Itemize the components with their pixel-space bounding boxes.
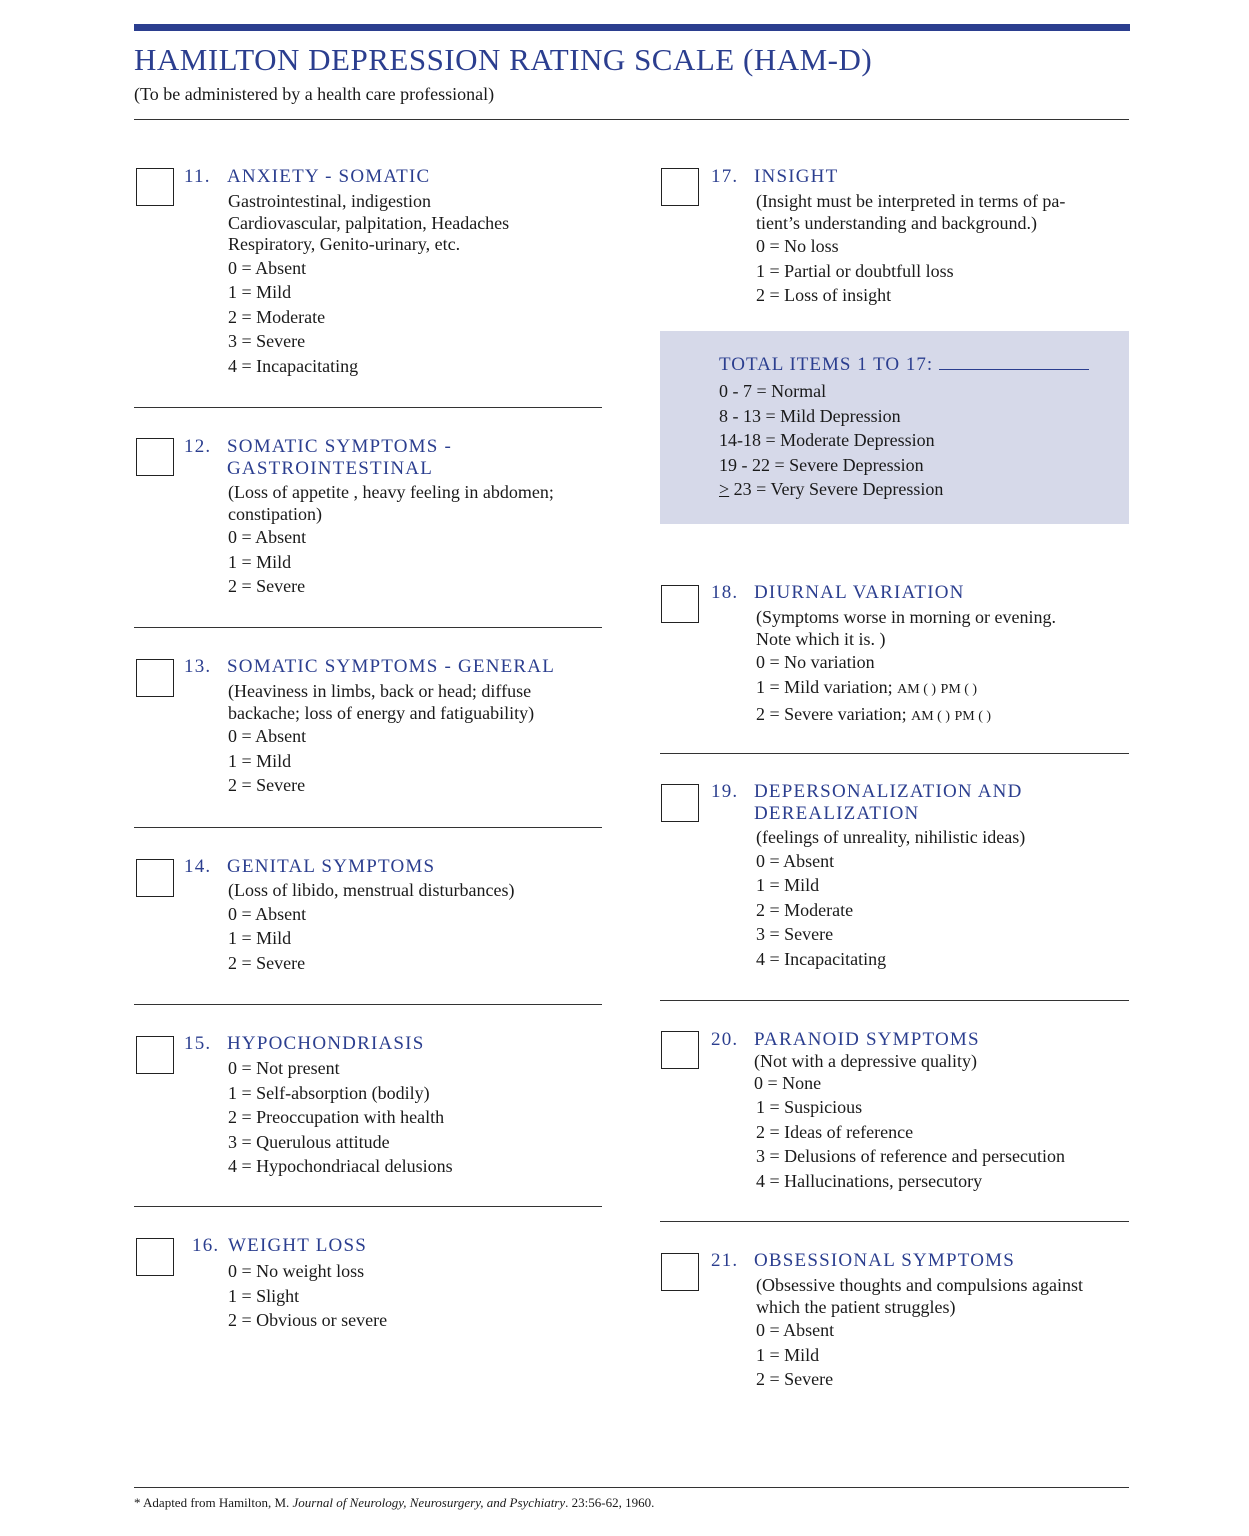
am-severe[interactable]: AM ( )	[911, 709, 950, 724]
item-19-body: (feelings of unreality, nihilistic ideas) 0 = Absent 1 = Mild 2 = Moderate 3 = Severe 4 = Incapacitating	[756, 827, 1026, 969]
item-15-body: 0 = Not present 1 = Self-absorption (bodily) 2 = Preoccupation with health 3 = Querulous attitude 4 = Hypochondriacal delusions	[228, 1058, 453, 1176]
score-box-13[interactable]	[136, 659, 174, 697]
item-16-body: 0 = No weight loss 1 = Slight 2 = Obvious or severe	[228, 1261, 388, 1330]
item-16-heading: 16. WEIGHT LOSS	[192, 1235, 367, 1256]
total-heading: TOTAL ITEMS 1 TO 17:	[719, 354, 1089, 376]
item-15-heading: 15. HYPOCHONDRIASIS	[184, 1033, 425, 1054]
item-20-options: 1 = Suspicious 2 = Ideas of reference 3 = Delusions of reference and persecution 4 = Hallucinations, persecutory	[756, 1097, 1066, 1191]
item-19-heading: 19. DEPERSONALIZATION AND DEREALIZATION	[711, 781, 1023, 824]
score-box-17[interactable]	[661, 168, 699, 206]
divider	[660, 1000, 1129, 1001]
item-21-body: (Obsessive thoughts and compulsions against which the patient struggles) 0 = Absent 1 = Mild 2 = Severe	[756, 1275, 1083, 1389]
divider	[134, 1206, 602, 1207]
item-21-heading: 21. OBSESSIONAL SYMPTOMS	[711, 1250, 1016, 1271]
score-box-18[interactable]	[661, 585, 699, 623]
pm-mild[interactable]: PM ( )	[940, 681, 978, 697]
pm-severe[interactable]: PM ( )	[954, 709, 992, 724]
footnote: * Adapted from Hamilton, M. Journal of Neurology, Neurosurgery, and Psychiatry. 23:56-62, 1960.	[134, 1495, 655, 1510]
score-box-20[interactable]	[661, 1031, 699, 1069]
item-13-heading: 13. SOMATIC SYMPTOMS - GENERAL	[184, 656, 556, 677]
item-11-title: ANXIETY - SOMATIC	[227, 166, 431, 187]
score-box-14[interactable]	[136, 859, 174, 897]
score-box-12[interactable]	[136, 438, 174, 476]
item-20-heading: 20. PARANOID SYMPTOMS	[711, 1029, 980, 1050]
item-11-body: Gastrointestinal, indigestion Cardiovascular, palpitation, Headaches Respiratory, Genito-urinary, etc. 0 = Absent 1 = Mild 2 = Moderate 3 = Severe 4 = Incapacitating	[228, 191, 510, 376]
item-18-body: (Symptoms worse in morning or evening. Note which it is. ) 0 = No variation 1 = Mild variation; AM ( ) PM ( ) 2 = Severe variation; AM ( ) PM ( )	[756, 607, 1056, 724]
total-ranges: 0 - 7 = Normal 8 - 13 = Mild Depression 14-18 = Moderate Depression 19 - 22 = Severe Depression > 23 = Very Severe Depression	[719, 381, 944, 499]
score-box-15[interactable]	[136, 1036, 174, 1074]
total-score-field[interactable]	[939, 355, 1089, 370]
header-divider	[134, 119, 1129, 120]
score-box-19[interactable]	[661, 784, 699, 822]
divider	[134, 627, 602, 628]
divider	[134, 1004, 602, 1005]
item-17-heading: 17. INSIGHT	[711, 166, 839, 187]
divider	[134, 407, 602, 408]
item-17-body: (Insight must be interpreted in terms of pa- tient’s understanding and background.) 0 = No loss 1 = Partial or doubtfull loss 2 = Loss of insight	[756, 191, 1066, 305]
divider	[660, 753, 1129, 754]
item-20-body: (Not with a depressive quality) 0 = None	[754, 1051, 977, 1093]
divider	[134, 827, 602, 828]
divider	[660, 1221, 1129, 1222]
item-11-heading: 11. ANXIETY - SOMATIC	[184, 166, 431, 187]
footer-divider	[134, 1487, 1129, 1488]
page-subtitle: (To be administered by a health care professional)	[134, 84, 495, 104]
item-14-body: (Loss of libido, menstrual disturbances) 0 = Absent 1 = Mild 2 = Severe	[228, 880, 515, 973]
score-box-21[interactable]	[661, 1253, 699, 1291]
score-box-16[interactable]	[136, 1238, 174, 1276]
item-12-heading: 12. SOMATIC SYMPTOMS - GASTROINTESTINAL	[184, 436, 453, 479]
score-box-11[interactable]	[136, 168, 174, 206]
item-12-body: (Loss of appetite , heavy feeling in abdomen; constipation) 0 = Absent 1 = Mild 2 = Severe	[228, 482, 554, 596]
item-13-body: (Heaviness in limbs, back or head; diffuse backache; loss of energy and fatiguability) 0 = Absent 1 = Mild 2 = Severe	[228, 681, 535, 795]
item-14-heading: 14. GENITAL SYMPTOMS	[184, 856, 436, 877]
page-title: HAMILTON DEPRESSION RATING SCALE (HAM-D)	[134, 42, 873, 77]
am-mild[interactable]: AM ( )	[897, 681, 937, 697]
item-18-heading: 18. DIURNAL VARIATION	[711, 582, 965, 603]
header-rule	[134, 24, 1130, 31]
